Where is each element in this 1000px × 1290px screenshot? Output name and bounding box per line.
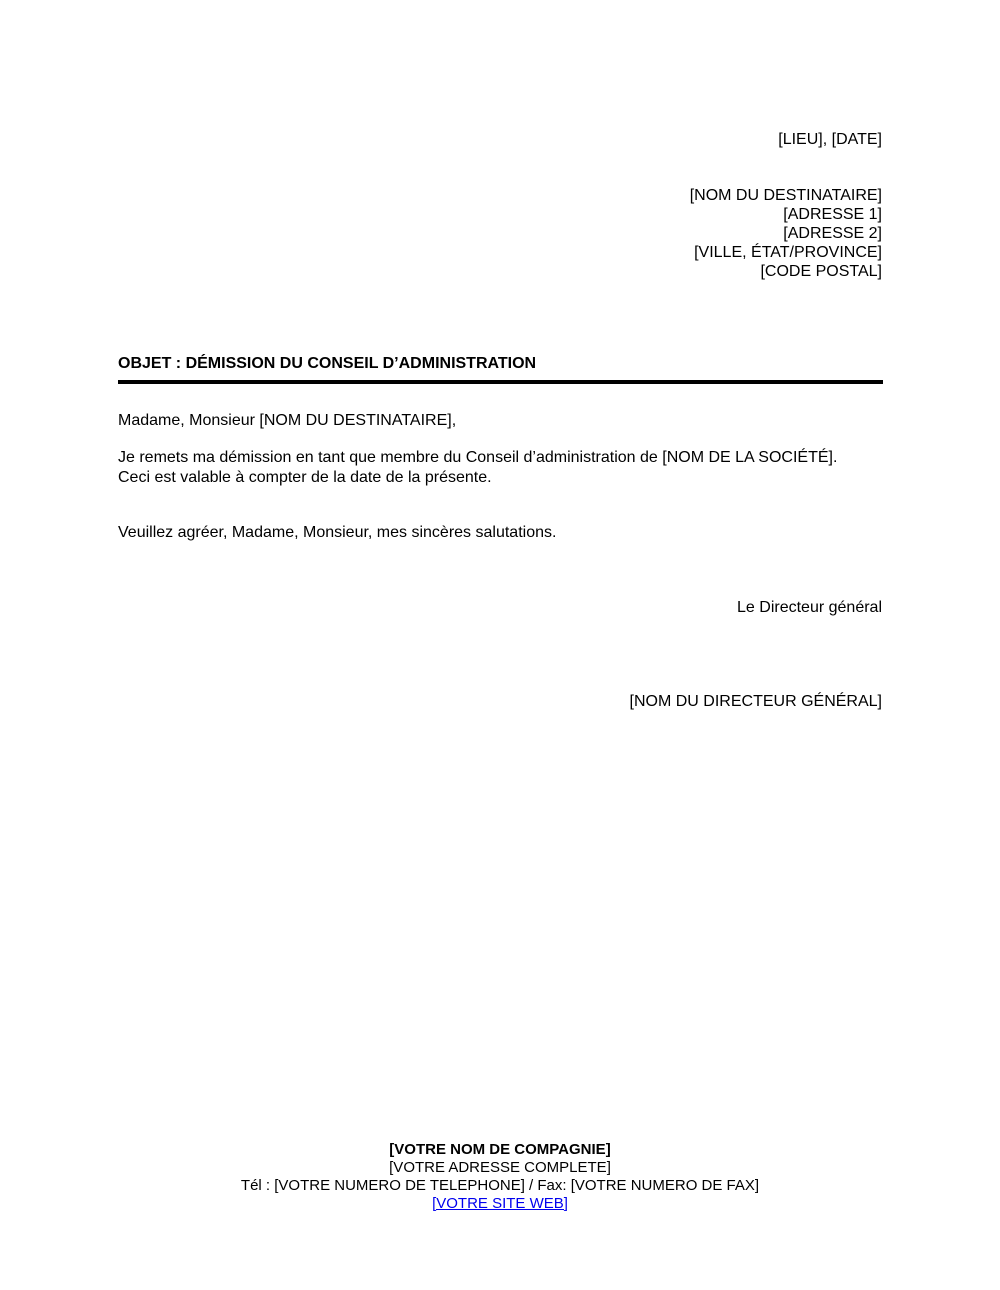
footer-address: [VOTRE ADRESSE COMPLETE] [389, 1159, 611, 1176]
body-line-1: Je remets ma démission en tant que membre du Conseil d’administration de [NOM DE LA SOCIÉTÉ]. [118, 449, 838, 466]
recipient-address-line-2: [ADRESSE 2] [783, 225, 882, 242]
recipient-city-state: [VILLE, ÉTAT/PROVINCE] [694, 244, 882, 261]
signatory-name: [NOM DU DIRECTEUR GÉNÉRAL] [629, 693, 882, 710]
footer-website-link[interactable]: [VOTRE SITE WEB] [432, 1195, 568, 1212]
recipient-address-line-1: [ADRESSE 1] [783, 206, 882, 223]
subject-line: OBJET : DÉMISSION DU CONSEIL D’ADMINISTRATION [118, 355, 537, 372]
recipient-name: [NOM DU DESTINATAIRE] [689, 187, 882, 204]
letter-footer [0, 1141, 1000, 1213]
recipient-postal-code: [CODE POSTAL] [760, 263, 882, 280]
footer-contact: Tél : [VOTRE NUMERO DE TELEPHONE] / Fax: [VOTRE NUMERO DE FAX] [240, 1177, 760, 1194]
place-date: [LIEU], [DATE] [778, 131, 882, 148]
subject-divider [118, 380, 883, 384]
signatory-title: Le Directeur général [737, 599, 882, 616]
footer-company-name: [VOTRE NOM DE COMPAGNIE] [389, 1141, 611, 1158]
closing-formula: Veuillez agréer, Madame, Monsieur, mes sincères salutations. [118, 524, 557, 541]
salutation: Madame, Monsieur [NOM DU DESTINATAIRE], [118, 412, 457, 429]
body-line-2: Ceci est valable à compter de la date de la présente. [118, 469, 492, 486]
recipient-address-block [690, 186, 882, 281]
body-paragraph [118, 448, 837, 488]
